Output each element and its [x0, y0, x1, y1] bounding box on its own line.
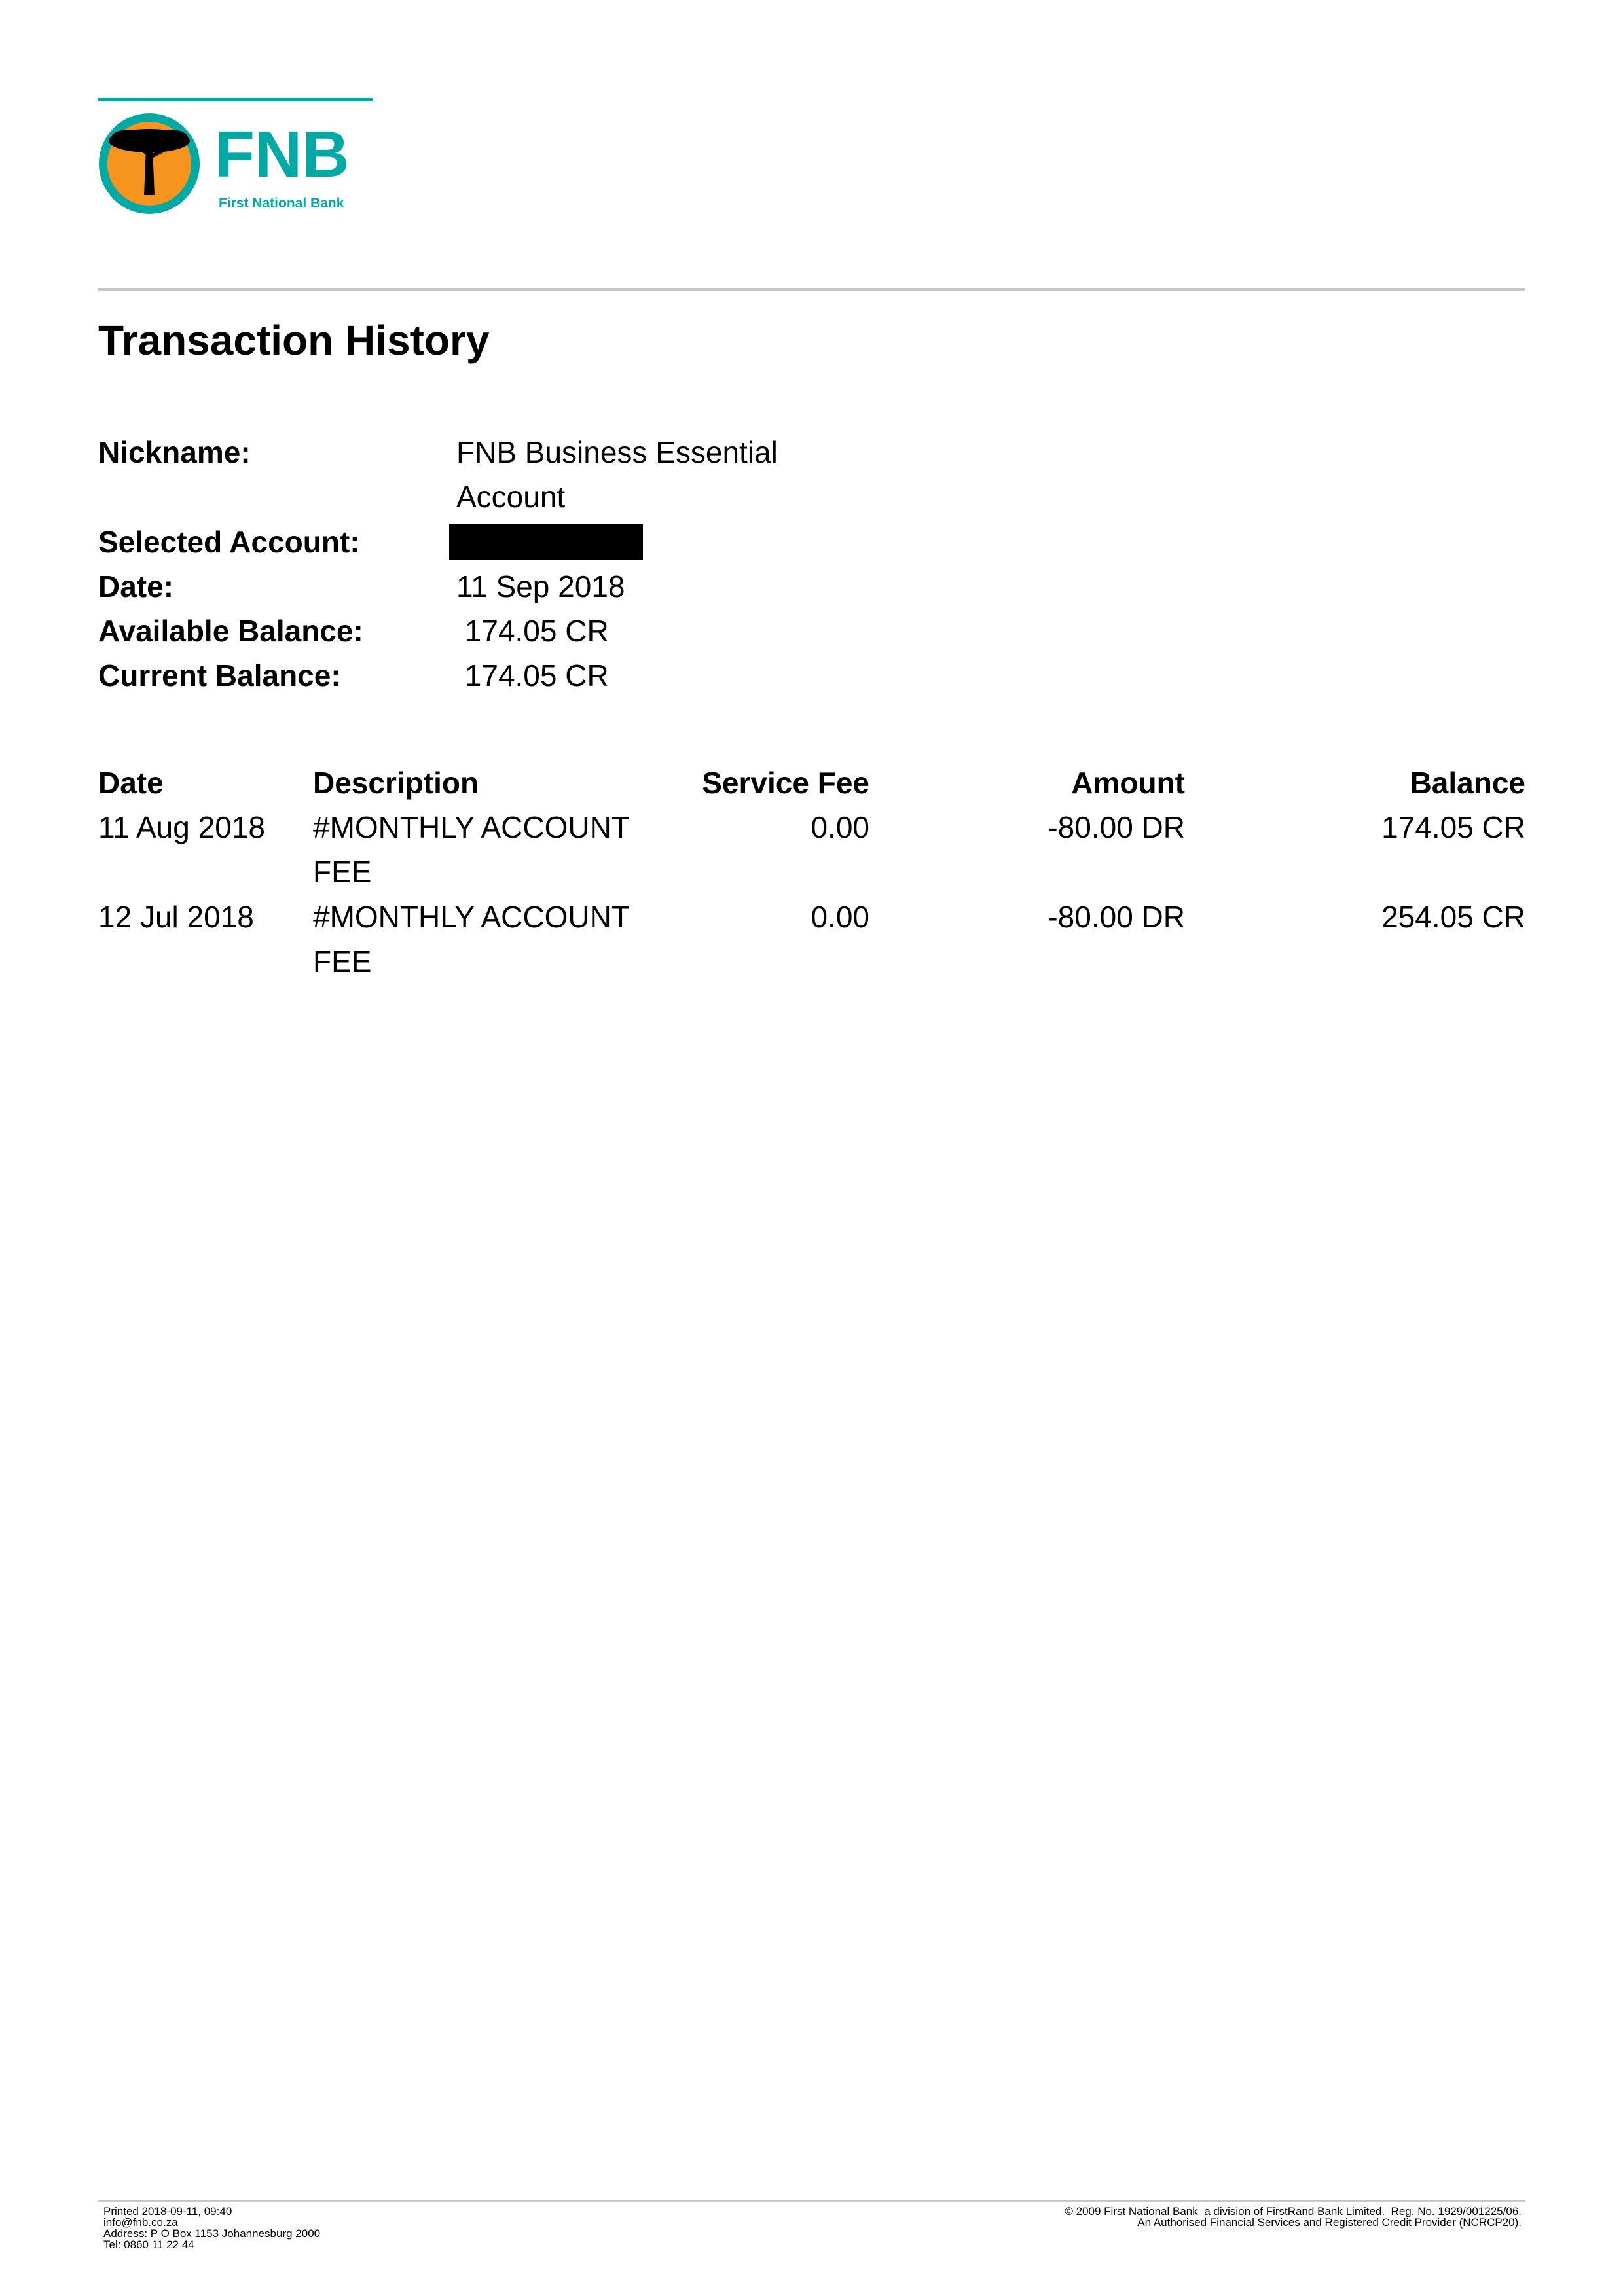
header-divider: [98, 288, 1525, 291]
row-description: #MONTHLY ACCOUNT FEE: [313, 900, 630, 978]
header-accent-rule: [98, 98, 373, 101]
available-balance-label: Available Balance:: [98, 614, 363, 648]
footer-printed-timestamp: Printed 2018-09-11, 09:40: [103, 2205, 232, 2217]
row-balance: 254.05 CR: [1381, 900, 1525, 934]
row-service-fee: 0.00: [811, 900, 869, 934]
footer-telephone: Tel: 0860 11 22 44: [103, 2238, 194, 2251]
footer-divider: [98, 2200, 1525, 2202]
row-amount: -80.00 DR: [1048, 810, 1185, 844]
row-service-fee: 0.00: [811, 810, 869, 844]
header-amount: Amount: [1071, 766, 1185, 800]
nickname-label: Nickname:: [98, 435, 251, 469]
selected-account-label: Selected Account:: [98, 525, 360, 559]
nickname-value: FNB Business Essential Account: [456, 435, 778, 514]
date-label: Date:: [98, 569, 174, 603]
date-value: 11 Sep 2018: [456, 569, 625, 603]
row-date: 11 Aug 2018: [98, 810, 265, 844]
page-title: Transaction History: [98, 317, 490, 364]
header-date: Date: [98, 766, 164, 800]
logo-wordmark: FNB: [215, 118, 350, 191]
row-balance: 174.05 CR: [1381, 810, 1525, 844]
logo-tagline: First National Bank: [219, 196, 344, 211]
row-amount: -80.00 DR: [1048, 900, 1185, 934]
header-description: Description: [313, 766, 479, 800]
footer-address: Address: P O Box 1153 Johannesburg 2000: [103, 2227, 321, 2240]
row-description: #MONTHLY ACCOUNT FEE: [313, 810, 630, 889]
footer-email: info@fnb.co.za: [103, 2216, 178, 2229]
current-balance-value: 174.05 CR: [456, 658, 609, 692]
footer-credit-provider: An Authorised Financial Services and Registered Credit Provider (NCRCP20).: [1137, 2216, 1522, 2229]
footer-copyright: © 2009 First National Bank a division of FirstRand Bank Limited. Reg. No. 1929/001225/06.: [1065, 2205, 1522, 2217]
row-date: 12 Jul 2018: [98, 900, 254, 934]
current-balance-label: Current Balance:: [98, 658, 341, 692]
available-balance-value: 174.05 CR: [456, 614, 609, 648]
redacted-account-number: [449, 524, 643, 560]
header-service-fee: Service Fee: [702, 766, 869, 800]
fnb-logo: [98, 111, 373, 216]
header-balance: Balance: [1410, 766, 1525, 800]
